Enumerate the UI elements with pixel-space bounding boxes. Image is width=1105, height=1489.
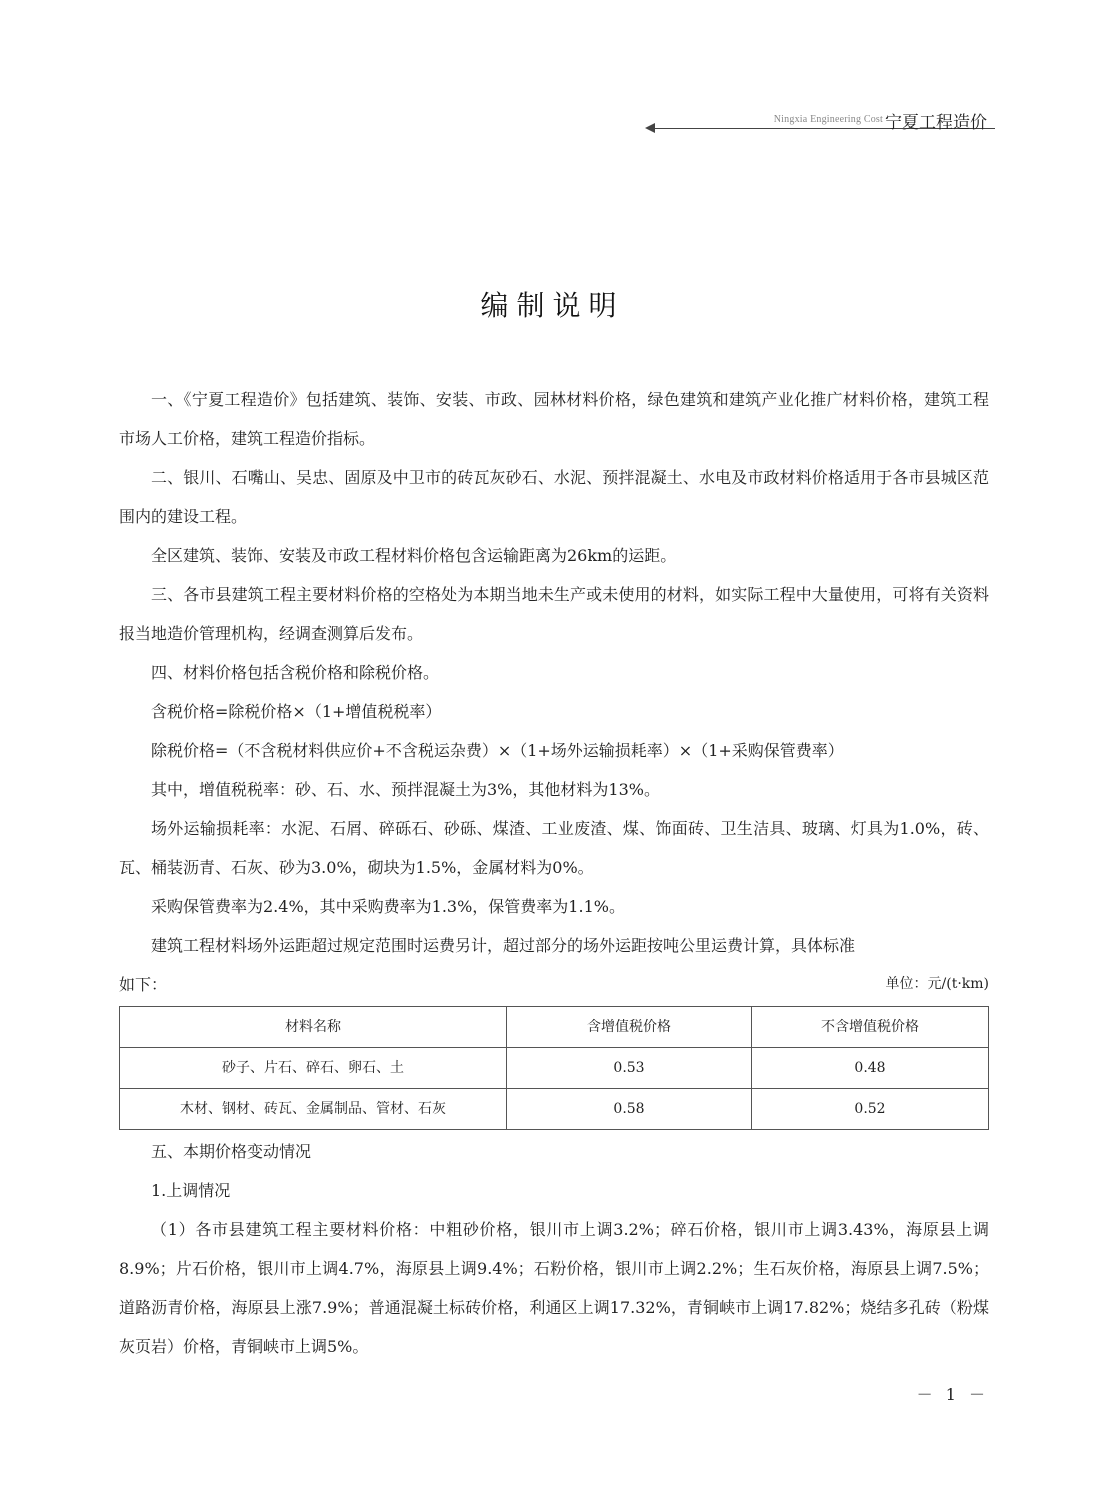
paragraph: 二、银川、石嘴山、吴忠、固原及中卫市的砖瓦灰砂石、水泥、预拌混凝土、水电及市政材料价格适用于各市县城区范围内的建设工程。 — [119, 468, 989, 526]
table-header-cell: 不含增值税价格 — [752, 1007, 989, 1048]
unit-row — [119, 965, 989, 1004]
subsection-heading: 1.上调情况 — [151, 1181, 231, 1200]
paragraph-continuation: 如下： — [119, 975, 168, 994]
page-number: － 1 － — [916, 1385, 989, 1404]
paragraph: 三、各市县建筑工程主要材料价格的空格处为本期当地未生产或未使用的材料，如实际工程中大量使用，可将有关资料报当地造价管理机构，经调查测算后发布。 — [119, 585, 989, 643]
freight-rate-table — [119, 1006, 989, 1130]
running-header — [645, 108, 995, 134]
page-title: 编制说明 — [480, 289, 625, 322]
paragraph: 四、材料价格包括含税价格和除税价格。 — [151, 663, 440, 682]
table-row — [120, 1089, 989, 1130]
table-cell: 0.48 — [752, 1048, 989, 1089]
unit-label: 单位：元/(t·km) — [885, 976, 989, 992]
table-cell: 0.53 — [507, 1048, 752, 1089]
formula-tax-inclusive: 含税价格=除税价格×（1+增值税税率） — [151, 702, 442, 721]
paragraph: 其中，增值税税率：砂、石、水、预拌混凝土为3%，其他材料为13%。 — [151, 780, 660, 799]
paragraph: 一、《宁夏工程造价》包括建筑、装饰、安装、市政、园林材料价格，绿色建筑和建筑产业化推广材料价格，建筑工程市场人工价格，建筑工程造价指标。 — [119, 390, 989, 448]
section-heading: 五、本期价格变动情况 — [151, 1142, 312, 1161]
paragraph: （1）各市县建筑工程主要材料价格：中粗砂价格，银川市上调3.2%；碎石价格，银川市上调3.43%，海原县上调8.9%；片石价格，银川市上调4.7%，海原县上调9.4%；石粉价格，银川市上调2.2%；生石灰价格，海原县上调7.5%；道路沥青价格，海原县上涨7.9%；普通混凝土标砖价格，利通区上调17.32%，青铜峡市上调17.82%；烧结多孔砖（粉煤灰页岩）价格，青铜峡市上调5%。 — [119, 1220, 989, 1356]
table-header-cell: 含增值税价格 — [507, 1007, 752, 1048]
paragraph: 场外运输损耗率：水泥、石屑、碎砾石、砂砾、煤渣、工业废渣、煤、饰面砖、卫生洁具、玻璃、灯具为1.0%，砖、瓦、桶装沥青、石灰、砂为3.0%，砌块为1.5%，金属材料为0%。 — [119, 819, 989, 877]
table-cell: 0.52 — [752, 1089, 989, 1130]
table-cell: 木材、钢材、砖瓦、金属制品、管材、石灰 — [120, 1089, 507, 1130]
table-row — [120, 1048, 989, 1089]
table-cell: 砂子、片石、碎石、卵石、土 — [120, 1048, 507, 1089]
document-body — [119, 380, 989, 1366]
header-english: Ningxia Engineering Cost — [773, 114, 883, 125]
formula-tax-exclusive: 除税价格=（不含税材料供应价+不含税运杂费）×（1+场外运输损耗率）×（1+采购保管费率） — [151, 741, 844, 760]
table-cell: 0.58 — [507, 1089, 752, 1130]
header-chinese: 宁夏工程造价 — [885, 113, 987, 133]
paragraph: 采购保管费率为2.4%，其中采购费率为1.3%，保管费率为1.1%。 — [151, 897, 625, 916]
table-header-cell: 材料名称 — [120, 1007, 507, 1048]
paragraph: 全区建筑、装饰、安装及市政工程材料价格包含运输距离为26km的运距。 — [151, 546, 677, 565]
table-header-row — [120, 1007, 989, 1048]
paragraph: 建筑工程材料场外运距超过规定范围时运费另计，超过部分的场外运距按吨公里运费计算，具体标准 — [151, 936, 856, 955]
